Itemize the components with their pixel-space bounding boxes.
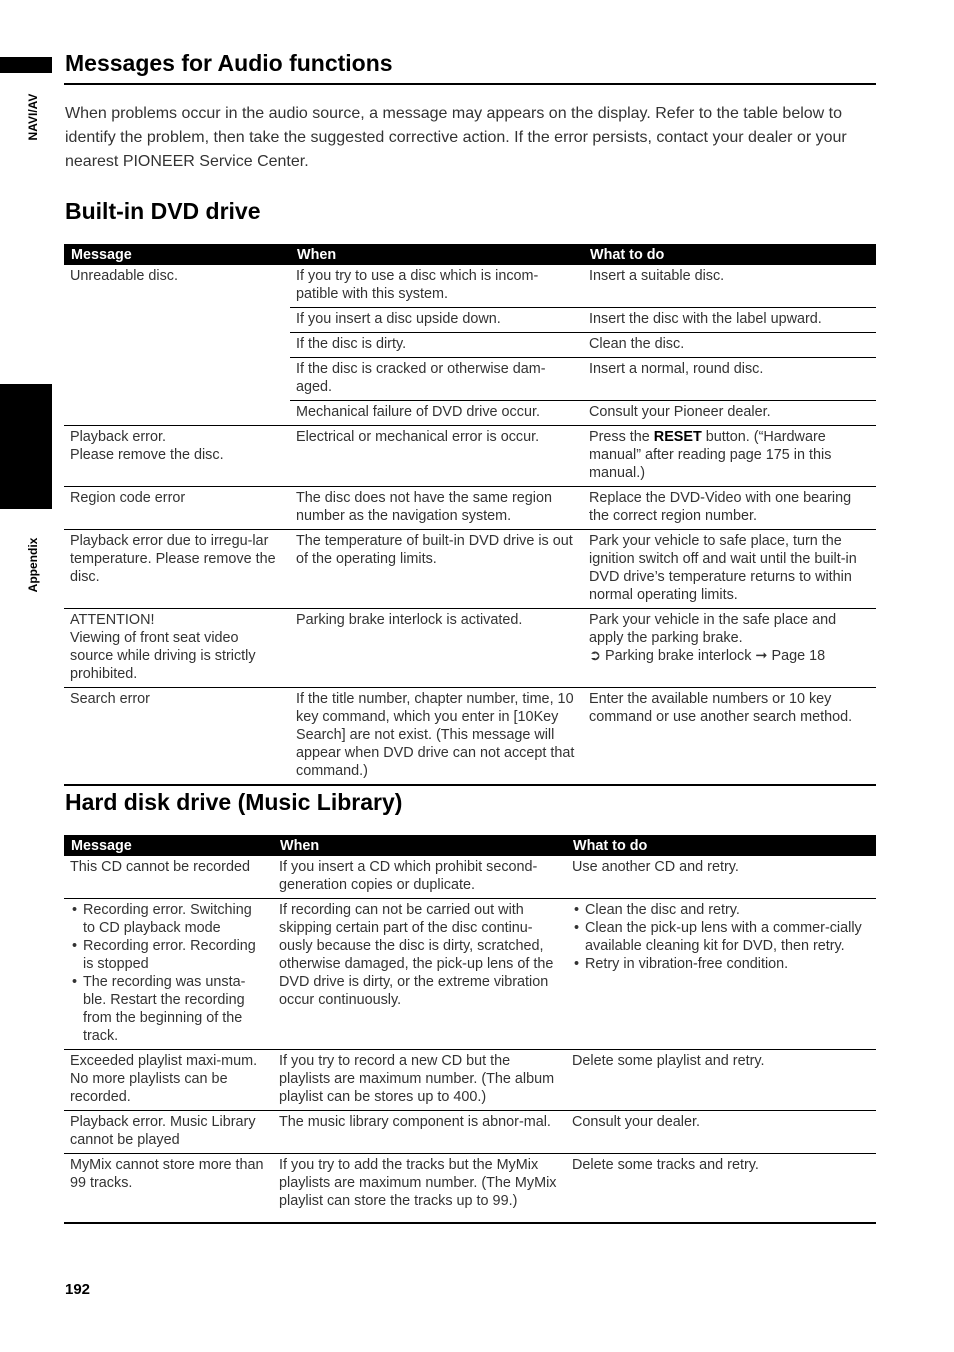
when-cell: If you try to use a disc which is incom-patible with this system. — [290, 265, 583, 308]
message-line: Viewing of front seat video source while driving is strictly prohibited. — [70, 630, 256, 682]
dvd-section-heading: Built-in DVD drive — [65, 198, 261, 224]
page-title: Messages for Audio functions — [65, 50, 393, 76]
header-what-to-do: What to do — [566, 835, 876, 856]
todo-text: button. (“Hardware manual” after reading page 175 in this manual.) — [589, 429, 832, 481]
todo-cell — [583, 609, 876, 688]
intro-paragraph: When problems occur in the audio source, a message may appears on the display. Refer to the table below to identify the problem, then take the suggested corrective action. If the error persists, contact your dealer or your nearest PIONEER Service Center. — [65, 105, 847, 170]
message-cell: Unreadable disc. — [64, 265, 290, 426]
message-cell — [64, 899, 273, 1050]
todo-cell: Insert a normal, round disc. — [583, 358, 876, 401]
table-row — [64, 1154, 876, 1224]
table-row — [64, 856, 876, 899]
table-row — [64, 1050, 876, 1111]
todo-cell — [566, 899, 876, 1050]
page-number: 192 — [65, 1281, 91, 1298]
message-line: Playback error. — [70, 429, 166, 445]
table-row — [64, 265, 876, 308]
header-what-to-do: What to do — [583, 244, 876, 265]
table-row — [64, 899, 876, 1050]
appendix-tab-marker — [0, 384, 52, 509]
header-message: Message — [64, 244, 290, 265]
list-item: • The recording was unsta-ble. Restart the recording from the beginning of the track. — [70, 973, 267, 1045]
message-cell: Playback error due to irregu-lar temperature. Please remove the disc. — [64, 530, 290, 609]
when-cell: The temperature of built-in DVD drive is out of the operating limits. — [290, 530, 583, 609]
reset-button-keyword: RESET — [653, 429, 702, 445]
todo-cell — [583, 426, 876, 487]
when-cell: If you try to add the tracks but the MyMix playlists are maximum number. (The MyMix playlist can store the tracks up to 99.) — [273, 1154, 566, 1224]
todo-cell: Delete some tracks and retry. — [566, 1154, 876, 1224]
when-cell: If you try to record a new CD but the playlists are maximum number. (The album playlist can be stores up to 400.) — [273, 1050, 566, 1111]
table-row — [64, 426, 876, 487]
message-cell: Playback error. Music Library cannot be played — [64, 1111, 273, 1154]
when-cell: If recording can not be carried out with skipping certain part of the disc continu-ously because the disc is dirty, scratched, otherwise damaged, the pick-up lens of the DVD drive is dirty, or the extreme vibration occur continuously. — [273, 899, 566, 1050]
todo-text: Park your vehicle in the safe place and apply the parking brake. — [589, 612, 837, 646]
when-cell: If the disc is cracked or otherwise dam-aged. — [290, 358, 583, 401]
when-cell: The music library component is abnor-mal. — [273, 1111, 566, 1154]
message-cell: This CD cannot be recorded — [64, 856, 273, 899]
header-when: When — [273, 835, 566, 856]
todo-cell: Park your vehicle to safe place, turn the ignition switch off and wait until the built-in DVD drive’s temperature returns to within normal operating limits. — [583, 530, 876, 609]
message-cell: MyMix cannot store more than 99 tracks. — [64, 1154, 273, 1224]
list-item: • Recording error. Switching to CD playback mode — [70, 901, 267, 937]
table-row — [64, 530, 876, 609]
message-cell: Exceeded playlist maxi-mum. No more playlists can be recorded. — [64, 1050, 273, 1111]
todo-cell: Replace the DVD-Video with one bearing the correct region number. — [583, 487, 876, 530]
when-cell: If the disc is dirty. — [290, 333, 583, 358]
when-cell: If the title number, chapter number, time, 10 key command, which you enter in [10Key Search] are not exist. (This message will appear when DVD drive can not accept that command.) — [290, 688, 583, 786]
table-row — [64, 487, 876, 530]
when-cell: If you insert a disc upside down. — [290, 308, 583, 333]
title-rule — [64, 83, 876, 85]
message-cell — [64, 609, 290, 688]
todo-cell: Insert the disc with the label upward. — [583, 308, 876, 333]
todo-cell: Insert a suitable disc. — [583, 265, 876, 308]
list-item: • Recording error. Recording is stopped — [70, 937, 267, 973]
table-header-row — [64, 244, 876, 265]
message-cell: Search error — [64, 688, 290, 786]
todo-list — [572, 901, 870, 973]
message-cell: Region code error — [64, 487, 290, 530]
dvd-message-table — [64, 244, 876, 786]
todo-cell: Consult your Pioneer dealer. — [583, 401, 876, 426]
message-line: ATTENTION! — [70, 612, 155, 628]
page-reference-link[interactable]: ➲ Parking brake interlock ➞ Page 18 — [589, 648, 826, 664]
appendix-tab-label: Appendix — [26, 537, 40, 593]
header-message: Message — [64, 835, 273, 856]
navi-av-tab-label: NAVI/AV — [26, 93, 40, 141]
table-header-row — [64, 835, 876, 856]
section-tab-marker — [0, 57, 52, 73]
when-cell: Mechanical failure of DVD drive occur. — [290, 401, 583, 426]
message-cell — [64, 426, 290, 487]
todo-cell: Use another CD and retry. — [566, 856, 876, 899]
table-row — [64, 1111, 876, 1154]
when-cell: Parking brake interlock is activated. — [290, 609, 583, 688]
when-cell: The disc does not have the same region number as the navigation system. — [290, 487, 583, 530]
todo-cell: Enter the available numbers or 10 key command or use another search method. — [583, 688, 876, 786]
todo-cell: Clean the disc. — [583, 333, 876, 358]
table-row — [64, 609, 876, 688]
hdd-section-heading: Hard disk drive (Music Library) — [65, 789, 403, 815]
hdd-message-table — [64, 835, 876, 1224]
list-item: • Clean the disc and retry. — [572, 901, 870, 919]
list-item: • Clean the pick-up lens with a commer-cially available cleaning kit for DVD, then retry. — [572, 919, 870, 955]
todo-text: Press the — [589, 429, 654, 445]
todo-cell: Delete some playlist and retry. — [566, 1050, 876, 1111]
list-item: • Retry in vibration-free condition. — [572, 955, 870, 973]
table-row — [64, 688, 876, 786]
message-line: Please remove the disc. — [70, 447, 224, 463]
header-when: When — [290, 244, 583, 265]
message-list — [70, 901, 267, 1045]
todo-cell: Consult your dealer. — [566, 1111, 876, 1154]
when-cell: Electrical or mechanical error is occur. — [290, 426, 583, 487]
when-cell: If you insert a CD which prohibit second-generation copies or duplicate. — [273, 856, 566, 899]
